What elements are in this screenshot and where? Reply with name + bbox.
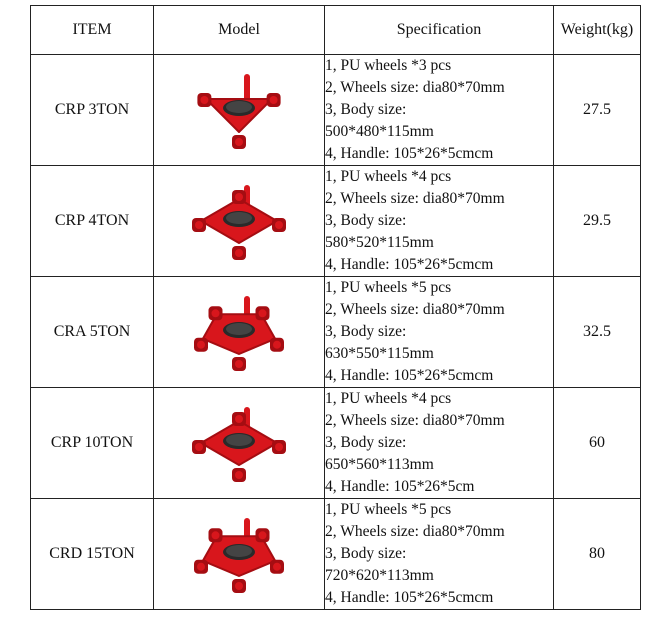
spec-cell [325,277,554,388]
spec-line: 1, PU wheels *5 pcs [325,501,452,518]
spec-line: 3, Body size: [325,545,407,562]
item-name: CRD 15TON [31,499,154,610]
spec-line: 3, Body size: [325,434,407,451]
wheel-hub [197,341,205,349]
wheel-hub [235,471,243,479]
spec-line: 3, Body size: [325,212,407,229]
item-name: CRP 3TON [31,55,154,166]
wheel-hub [235,582,243,590]
turntable-top [226,101,252,113]
spec-line: 4, Handle: 105*26*5cm [325,478,475,495]
dolly-image [184,179,294,263]
spec-cell [325,55,554,166]
spec-line: 4, Handle: 105*26*5cmcm [325,367,494,384]
spec-line: 1, PU wheels *5 pcs [325,279,452,296]
header-specification: Specification [325,6,554,55]
spec-line: 2, Wheels size: dia80*70mm [325,523,505,540]
table-row [31,388,641,499]
weight-value: 80 [554,499,641,610]
header-weight: Weight(kg) [554,6,641,55]
item-name: CRP 10TON [31,388,154,499]
weight-value: 29.5 [554,166,641,277]
wheel-hub [235,138,243,146]
spec-line: 2, Wheels size: dia80*70mm [325,301,505,318]
wheel-hub [273,563,281,571]
weight-value: 60 [554,388,641,499]
spec-line: 500*480*115mm [325,123,434,140]
spec-line: 720*620*113mm [325,567,434,584]
spec-line: 1, PU wheels *3 pcs [325,57,452,74]
item-name: CRP 4TON [31,166,154,277]
spec-line: 4, Handle: 105*26*5cmcm [325,256,494,273]
wheel-hub [200,96,208,104]
specification-table [30,5,641,610]
weight-value: 27.5 [554,55,641,166]
item-name: CRA 5TON [31,277,154,388]
wheel-hub [235,415,243,423]
spec-cell [325,388,554,499]
dolly-image [184,512,294,596]
spec-cell [325,166,554,277]
wheel-hub [195,221,203,229]
spec-line: 3, Body size: [325,101,407,118]
turntable-top [226,212,252,224]
wheel-hub [259,309,267,317]
dolly-image [184,401,294,485]
table-row [31,499,641,610]
spec-line: 1, PU wheels *4 pcs [325,390,452,407]
wheel-hub [235,360,243,368]
wheel-hub [275,443,283,451]
wheel-hub [212,309,220,317]
wheel-hub [235,193,243,201]
turntable-top [226,434,252,446]
wheel-hub [197,563,205,571]
spec-line: 1, PU wheels *4 pcs [325,168,452,185]
spec-cell [325,499,554,610]
wheel-hub [270,96,278,104]
weight-value: 32.5 [554,277,641,388]
model-cell [154,55,325,166]
model-cell [154,388,325,499]
spec-line: 580*520*115mm [325,234,434,251]
wheel-hub [259,531,267,539]
spec-line: 4, Handle: 105*26*5cmcm [325,145,494,162]
model-cell [154,166,325,277]
spec-line: 2, Wheels size: dia80*70mm [325,190,505,207]
header-item: ITEM [31,6,154,55]
table-row [31,166,641,277]
spec-line: 3, Body size: [325,323,407,340]
header-model: Model [154,6,325,55]
turntable-top [226,545,252,557]
wheel-hub [273,341,281,349]
spec-line: 630*550*115mm [325,345,434,362]
wheel-hub [212,531,220,539]
spec-line: 2, Wheels size: dia80*70mm [325,79,505,96]
spec-line: 4, Handle: 105*26*5cmcm [325,589,494,606]
dolly-image [184,68,294,152]
table-row [31,55,641,166]
model-cell [154,277,325,388]
table-row [31,277,641,388]
wheel-hub [235,249,243,257]
spec-line: 650*560*113mm [325,456,434,473]
spec-line: 2, Wheels size: dia80*70mm [325,412,505,429]
wheel-hub [275,221,283,229]
dolly-image [184,290,294,374]
wheel-hub [195,443,203,451]
turntable-top [226,323,252,335]
header-row [31,6,641,55]
model-cell [154,499,325,610]
